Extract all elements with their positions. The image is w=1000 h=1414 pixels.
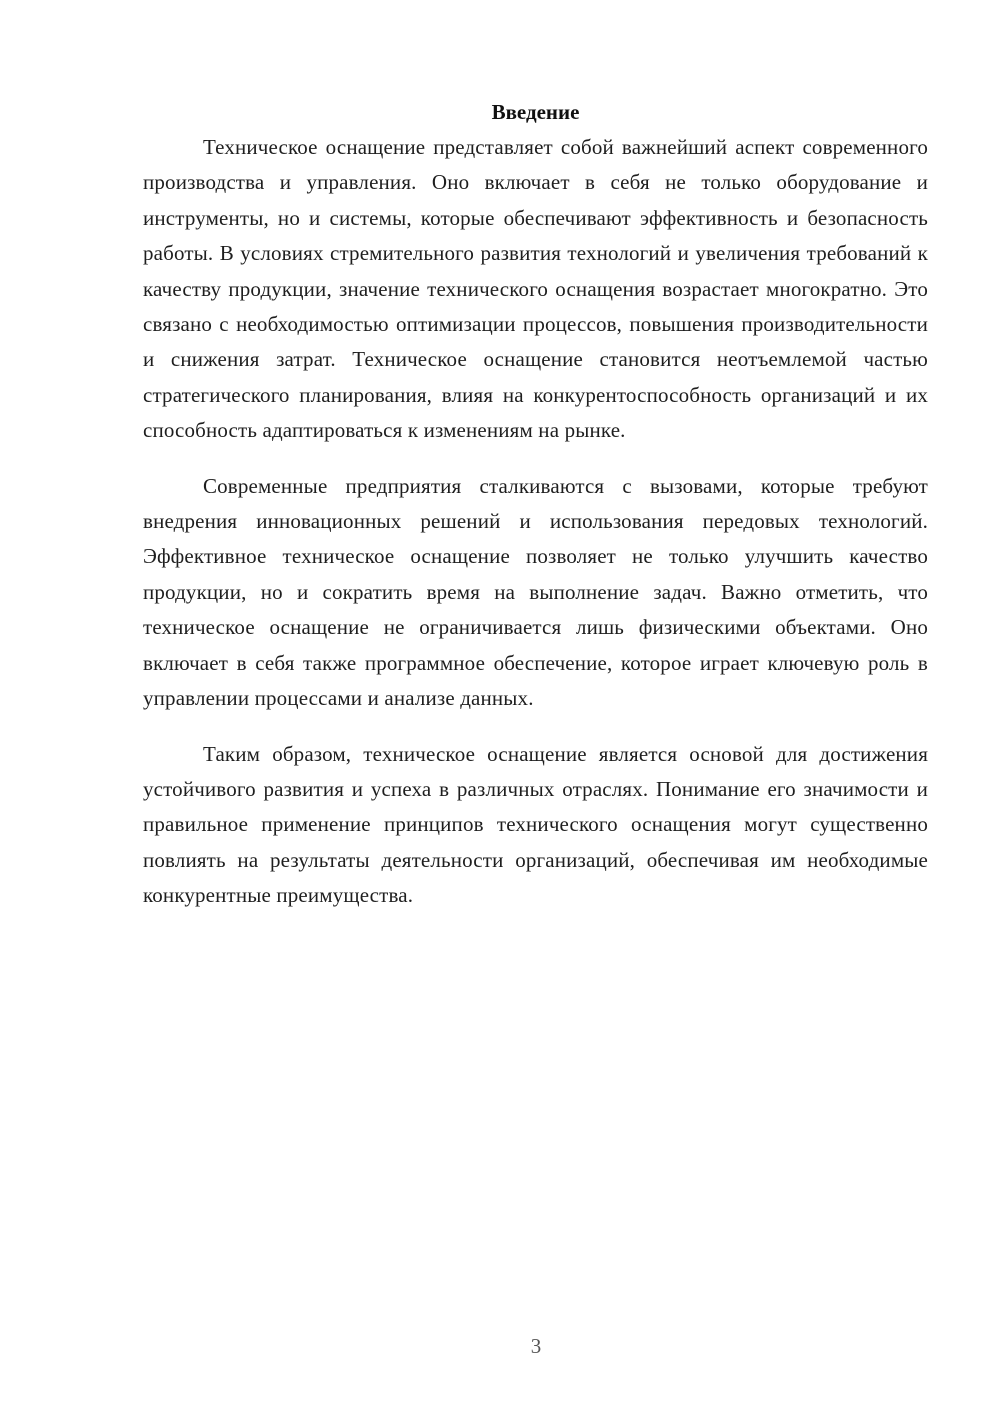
paragraph-2: Современные предприятия сталкиваются с вызовами, которые требуют внедрения инновационных решений и использования передовых технологий. Эффективное техническое оснащение позволяет не только улучшить качество продукции, но и сократить время на выполнение задач. Важно отметить, что техническое оснащение не ограничивается лишь физическими объектами. Оно включает в себя также программное обеспечение, которое играет ключевую роль в управлении процессами и анализе данных. xyxy=(143,473,928,711)
page-content xyxy=(143,95,928,914)
paragraph-3: Таким образом, техническое оснащение является основой для достижения устойчивого развития и успеха в различных отраслях. Понимание его значимости и правильное применение принципов технического оснащения могут существенно повлиять на результаты деятельности организаций, обеспечивая им необходимые конкурентные преимущества. xyxy=(143,741,928,908)
section-title: Введение xyxy=(491,100,580,124)
paragraph-1: Техническое оснащение представляет собой важнейший аспект современного производства и управления. Оно включает в себя не только оборудование и инструменты, но и системы, которые обеспечивают эффективность и безопасность работы. В условиях стремительного развития технологий и увеличения требований к качеству продукции, значение технического оснащения возрастает многократно. Это связано с необходимостью оптимизации процессов, повышения производительности и снижения затрат. Техническое оснащение становится неотъемлемой частью стратегического планирования, влияя на конкурентоспособность организаций и их способность адаптироваться к изменениям на рынке. xyxy=(143,135,928,443)
page-number: 3 xyxy=(530,1334,542,1358)
